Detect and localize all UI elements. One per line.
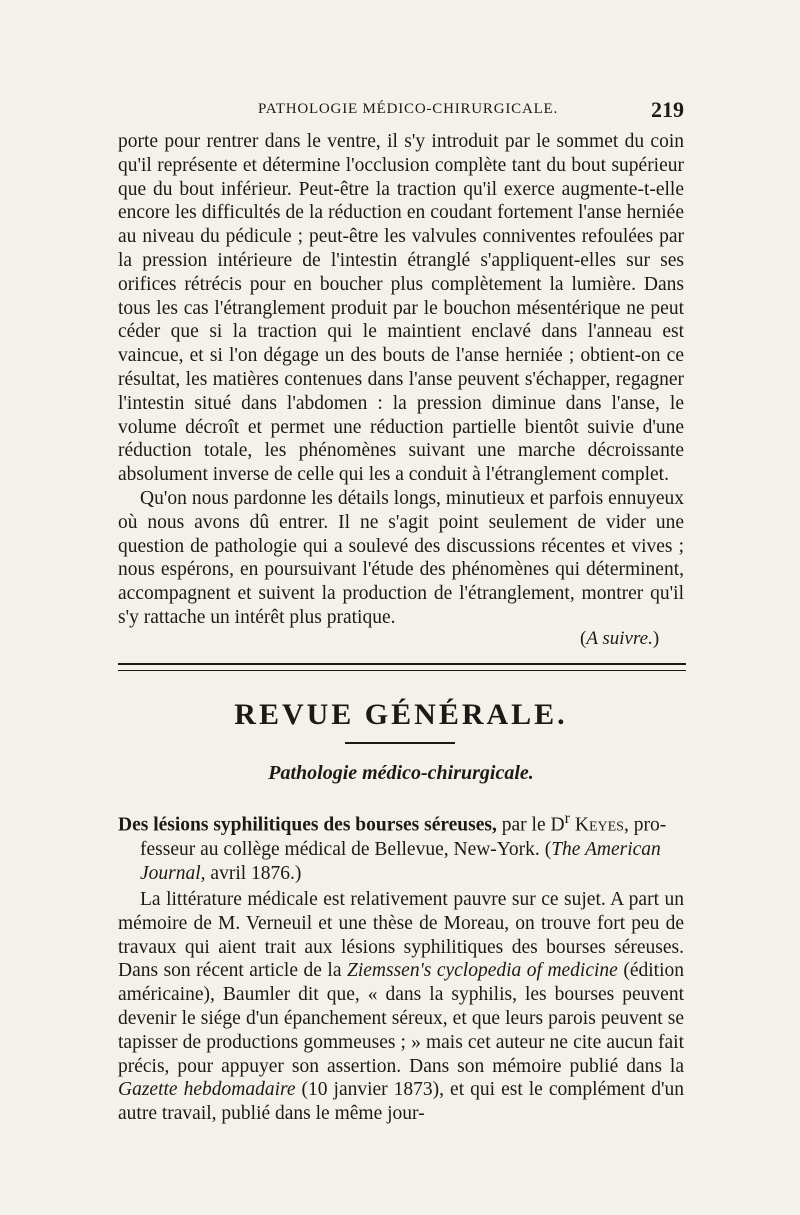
paragraph: porte pour rentrer dans le ventre, il s'y introduit par le sommet du coin qu'il représente et détermine l'occlusion complète tant du bout supérieur que du bout inférieur. Peut-être la traction qu'il exerce augmente-t-elle encore les difficultés de la réduction en coudant fortement l'anse herniée au niveau du pédicule ; peut-être les valvules conniventes refoulées par la pression intérieure de l'intestin étranglé s'appliquent-elles sur ses orifices rétrécis pour en boucher plus complètement la lumière. Dans tous les cas l'étranglement produit par le bouchon mésentérique ne peut céder que si la traction qui le maintient enclavé dans l'anneau est vaincue, et si l'on dégage un des bouts de l'anse herniée ; obtient-on ce résultat, les matières contenues dans l'anse peuvent s'échapper, regagner l'intestin situé dans l'abdomen : la pression diminue dans l'anse, le volume décroît et permet une réduction partielle bientôt suivie d'une réduction totale, les phénomènes suivant une marche décroissante absolument inverse de celle qui les a conduit à l'étranglement complet. (118, 131, 684, 486)
affiliation-part-2: fesseur au collège médical de Bellevue, New-York. (140, 838, 540, 860)
section-divider (118, 663, 686, 671)
source-journal: The American Journal, (140, 838, 661, 884)
page-header (118, 99, 684, 123)
article-title: Des lésions syphilitiques des bourses séreuses, (118, 814, 497, 836)
to-be-continued-note (580, 628, 659, 650)
paragraph: Qu'on nous pardonne les détails longs, minutieux et parfois ennuyeux où nous avons dû entrer. Il ne s'agit point seulement de vider une question de pathologie qui a soulevé des discussions récentes et vives ; nous espérons, en poursuivant l'étude des phénomènes qui déterminent, accompagnent et suivent la production de l'étranglement, montrer qu'il s'y rattache un intérêt plus pratique. (118, 487, 684, 628)
paragraph (118, 888, 684, 1126)
reference-title: Gazette hebdomadaire (118, 1079, 296, 1101)
section-title: REVUE GÉNÉRALE. (234, 698, 568, 731)
author-sup: r (564, 809, 570, 827)
text-run: La littérature médicale est relativement pauvre sur ce sujet. A part un mémoire de M. Verneuil et une thèse de Moreau, on trouve fort peu de travaux qui aient trait aux lésions syphilitiques des bourses séreuses. Dans son récent article de la (118, 889, 684, 982)
title-underline (345, 742, 455, 744)
affiliation-part-1: pro- (628, 814, 667, 836)
continued-text (118, 130, 684, 630)
running-title: PATHOLOGIE MÉDICO-CHIRURGICALE. (258, 101, 559, 117)
source-open: ( (539, 838, 552, 860)
close-paren: ) (652, 628, 660, 649)
to-follow-text: A suivre. (586, 628, 653, 649)
article-heading (118, 806, 684, 886)
author-name: Keyes, (569, 814, 629, 836)
page-number: 219 (651, 97, 684, 122)
text-run: (10 janvier 1873), et qui est le complément d'un autre travail, publié dans le même jour- (118, 1079, 684, 1125)
reference-title: Ziemssen's cyclopedia of medicine (346, 960, 618, 982)
author-prefix: par le D (496, 814, 565, 836)
source-date: avril 1876.) (205, 862, 302, 884)
text-run: (édition américaine), Baumler dit que, « dans la syphilis, les bourses peuvent devenir le siége d'un épanchement séreux, et que leurs parois peuvent se tapisser de productions gommeuses ; » mais cet auteur ne cite aucun fait précis, pour appuyer son assertion. Dans son mémoire publié dans la (118, 960, 684, 1077)
open-paren: ( (580, 628, 587, 649)
rubric-heading: Pathologie médico-chirurgicale. (268, 762, 534, 784)
article-body (118, 888, 684, 1126)
